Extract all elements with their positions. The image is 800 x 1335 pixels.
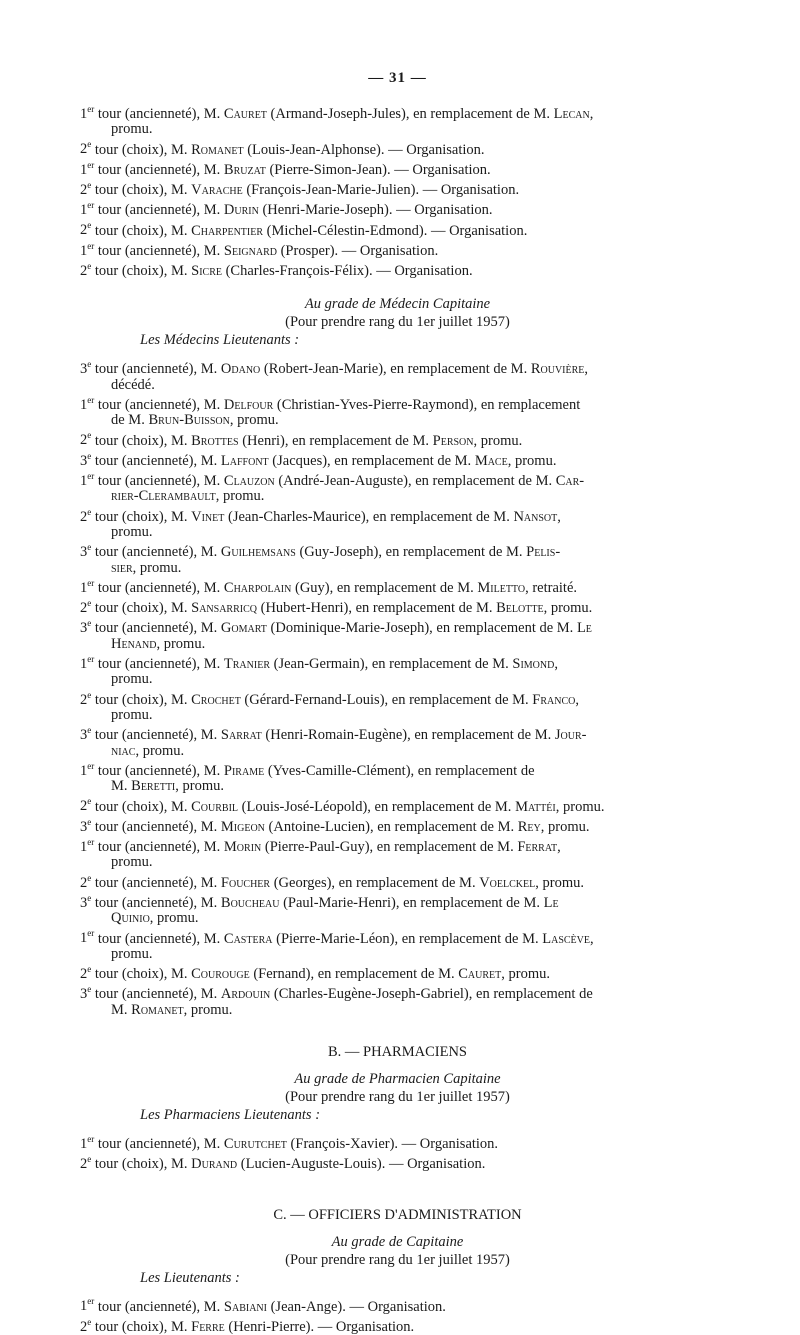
entry-details: (Jean-Charles-Maurice), en remplacement de M. (224, 508, 514, 525)
officer-name: Curutchet (223, 1135, 287, 1152)
promotion-entry (80, 1295, 715, 1315)
entry-continuation (80, 855, 715, 870)
entry-continuation (80, 378, 715, 393)
entry-text: tour (choix), M. (94, 508, 192, 525)
continuation-text: , promu. (156, 635, 206, 652)
promotion-entry (80, 596, 715, 616)
tour-ordinal: 3e (80, 450, 92, 469)
tour-ordinal: 1er (80, 928, 95, 947)
pharmacien-rang: (Pour prendre rang du 1er juillet 1957) (285, 1089, 510, 1106)
block-2 (80, 357, 715, 1018)
tour-ordinal: 1er (80, 200, 95, 219)
tour-ordinal: 2e (80, 261, 92, 279)
officer-name: Clauzon (223, 472, 275, 489)
officer-name: Charpolain (223, 579, 292, 596)
entry-details: (Louis-Jean-Alphonse). — Organisation. (243, 141, 485, 158)
continuation-text: promu. (111, 706, 153, 723)
entry-details: (Pierre-Paul-Guy), en remplacement de M. (261, 838, 518, 855)
replaced-officer-name: Voelckel (479, 874, 536, 891)
entry-suffix: , promu. (507, 452, 557, 469)
continuation-text: , promu. (175, 778, 224, 795)
officer-name: Foucher (220, 874, 271, 891)
promotion-entry (80, 469, 715, 505)
promotion-entry (80, 759, 715, 795)
entry-continuation (80, 525, 715, 540)
entry-details: (André-Jean-Auguste), en remplacement de M. (274, 472, 556, 489)
entry-suffix: , promu. (501, 966, 550, 983)
officer-name: Boucheau (220, 894, 280, 911)
entry-text: tour (ancienneté), M. (97, 472, 224, 489)
promotion-entry (80, 239, 715, 259)
entry-details: (Antoine-Lucien), en remplacement de M. (264, 818, 518, 835)
entry-text: tour (choix), M. (94, 600, 192, 617)
officer-name: Sicre (191, 262, 222, 279)
entry-text: tour (ancienneté), M. (97, 762, 224, 779)
entry-details: (Guy-Joseph), en remplacement de M. (295, 544, 527, 561)
entry-suffix: , (557, 838, 561, 855)
continuation-text: promu. (111, 121, 153, 138)
entry-suffix: , promu. (473, 432, 523, 449)
entry-text: tour (ancienneté), M. (94, 986, 221, 1003)
promotion-entry (80, 259, 715, 279)
block-1 (80, 102, 715, 279)
officer-name: Durand (191, 1156, 238, 1173)
officer-name: Romanet (191, 141, 244, 158)
promotion-entry (80, 688, 715, 724)
entry-text: tour (ancienneté), M. (94, 620, 221, 637)
entry-suffix: , (575, 691, 579, 708)
entry-suffix: , promu. (540, 818, 590, 835)
continuation-text: promu. (111, 671, 153, 688)
entry-suffix: , promu. (543, 600, 593, 617)
pharmacien-grade-heading: Au grade de Pharmacien Capitaine (294, 1071, 501, 1088)
entry-details: (Fernand), en remplacement de M. (249, 966, 459, 983)
tour-ordinal: 2e (80, 689, 92, 708)
entry-text: tour (ancienneté), M. (97, 396, 224, 413)
promotion-entry (80, 158, 715, 178)
entry-details: (François-Jean-Marie-Julien). — Organisation. (242, 181, 520, 198)
continuation-text: , promu. (135, 742, 185, 759)
entry-details: (Georges), en remplacement de M. (270, 874, 480, 891)
entry-continuation (80, 911, 715, 926)
entry-suffix: , promu. (535, 874, 584, 891)
officer-name: Laffont (220, 452, 269, 469)
promotion-entry (80, 982, 715, 1018)
entry-text: tour (choix), M. (94, 222, 192, 239)
tour-ordinal: 2e (80, 180, 92, 198)
entry-details: (Dominique-Marie-Joseph), en remplacement de M. (266, 620, 577, 637)
promotion-entry (80, 219, 715, 239)
tour-ordinal: 2e (80, 430, 92, 449)
entry-text: tour (ancienneté), M. (94, 727, 221, 744)
entry-suffix: , promu. (555, 798, 605, 815)
continuation-prefix: de M. (111, 412, 149, 429)
officer-name: Brottes (191, 432, 239, 449)
entry-text: tour (choix), M. (94, 141, 192, 158)
medecin-rang: (Pour prendre rang du 1er juillet 1957) (285, 314, 510, 331)
continuation-name: Quinio (111, 910, 150, 927)
entry-details: (Paul-Marie-Henri), en remplacement de M. (279, 894, 544, 911)
promotion-entry (80, 540, 715, 576)
officer-name: Delfour (223, 396, 274, 413)
promotion-entry (80, 871, 715, 891)
entry-continuation (80, 947, 715, 962)
officer-name: Ardouin (220, 986, 271, 1003)
replaced-officer-name: Le (543, 894, 559, 911)
continuation-text: promu. (111, 523, 153, 540)
tour-ordinal: 3e (80, 542, 92, 561)
entry-text: tour (ancienneté), M. (94, 452, 221, 469)
entry-details: (Henri-Pierre). — Organisation. (224, 1318, 415, 1335)
continuation-name: Romanet (131, 1001, 184, 1018)
entry-suffix: , retraité. (525, 579, 578, 596)
promotion-entry (80, 429, 715, 449)
replaced-officer-name: Nansot (513, 508, 558, 525)
continuation-text: promu. (111, 854, 153, 871)
entry-text: tour (ancienneté), M. (97, 655, 224, 672)
replaced-officer-name: Pelis- (526, 544, 561, 561)
entry-continuation (80, 1003, 715, 1018)
entry-details: (Lucien-Auguste-Louis). — Organisation. (237, 1156, 486, 1173)
officer-name: Charpentier (191, 222, 264, 239)
tour-ordinal: 1er (80, 104, 95, 122)
promotion-entry (80, 102, 715, 138)
tour-ordinal: 1er (80, 159, 95, 178)
entry-continuation (80, 672, 715, 687)
entry-details: (Pierre-Marie-Léon), en remplacement de M. (272, 930, 543, 947)
tour-ordinal: 2e (80, 598, 92, 617)
entry-text: tour (ancienneté), M. (97, 242, 224, 259)
page-number: — 31 — (368, 70, 427, 86)
promotion-entry (80, 576, 715, 596)
entry-continuation (80, 122, 715, 137)
replaced-officer-name: Rouvière (530, 361, 585, 378)
entry-text: tour (ancienneté), M. (97, 838, 224, 855)
administration-grade-heading: Au grade de Capitaine (331, 1233, 464, 1250)
continuation-text: décédé. (111, 376, 155, 393)
continuation-name: Beretti (131, 778, 176, 795)
promotion-entry (80, 927, 715, 963)
entry-text: tour (choix), M. (94, 966, 192, 983)
entry-text: tour (choix), M. (94, 1318, 192, 1335)
officer-name: Migeon (220, 818, 265, 835)
promotion-entry (80, 795, 715, 815)
promotion-entry (80, 652, 715, 688)
entry-continuation (80, 561, 715, 576)
officer-name: Guilhemsans (220, 544, 296, 561)
entry-text: tour (ancienneté), M. (94, 544, 221, 561)
tour-ordinal: 2e (80, 1316, 92, 1335)
tour-ordinal: 3e (80, 618, 92, 637)
continuation-text: , promu. (215, 488, 265, 505)
tour-ordinal: 1er (80, 1134, 95, 1152)
entry-details: (Pierre-Simon-Jean). — Organisation. (265, 161, 491, 178)
entry-continuation (80, 708, 715, 723)
promotion-entry (80, 505, 715, 541)
tour-ordinal: 1er (80, 760, 95, 779)
replaced-officer-name: Rey (517, 818, 541, 835)
block-administration (80, 1295, 715, 1335)
entry-details: (Louis-José-Léopold), en remplacement de M. (238, 798, 516, 815)
entry-text: tour (ancienneté), M. (97, 161, 224, 178)
promotion-entry (80, 815, 715, 835)
pharmacien-subheading: Les Pharmaciens Lieutenants : (140, 1107, 321, 1124)
promotion-entry (80, 891, 715, 927)
promotion-entry (80, 1132, 715, 1152)
continuation-name: Brun-Buisson (148, 412, 230, 429)
entry-suffix: , (589, 105, 594, 122)
promotion-entry (80, 393, 715, 429)
entry-continuation (80, 413, 715, 428)
replaced-officer-name: Person (432, 432, 474, 449)
entry-text: tour (ancienneté), M. (97, 202, 224, 219)
entry-details: (Charles-François-Félix). — Organisation. (221, 262, 473, 279)
promotion-entry (80, 616, 715, 652)
entry-details: (Armand-Joseph-Jules), en remplacement de M. (266, 105, 554, 122)
tour-ordinal: 2e (80, 139, 92, 158)
promotion-entry (80, 1315, 715, 1335)
entry-details: (Robert-Jean-Marie), en remplacement de M. (260, 361, 531, 378)
tour-ordinal: 3e (80, 725, 92, 744)
entry-details: (Jean-Germain), en remplacement de M. (270, 655, 513, 672)
entry-text: tour (choix), M. (94, 691, 192, 708)
promotion-entry (80, 357, 715, 393)
continuation-name: Henand (111, 635, 157, 652)
officer-name: Tranier (223, 655, 270, 672)
tour-ordinal: 2e (80, 506, 92, 525)
officer-name: Castera (223, 930, 273, 947)
replaced-officer-name: Lascève (542, 930, 590, 947)
replaced-officer-name: Mace (474, 452, 508, 469)
tour-ordinal: 1er (80, 240, 95, 259)
promotion-entry (80, 1152, 715, 1172)
replaced-officer-name: Simond (512, 655, 555, 672)
entry-text: tour (ancienneté), M. (97, 105, 224, 122)
block-pharmaciens (80, 1132, 715, 1172)
tour-ordinal: 2e (80, 872, 92, 891)
administration-subheading: Les Lieutenants : (140, 1269, 240, 1286)
entry-text: tour (ancienneté), M. (94, 874, 221, 891)
document-page (80, 0, 715, 1335)
continuation-text: , promu. (183, 1001, 233, 1018)
officer-name: Crochet (191, 691, 241, 708)
officer-name: Gomart (220, 620, 267, 637)
entry-details: (Yves-Camille-Clément), en remplacement de (264, 762, 535, 779)
promotion-entry (80, 449, 715, 469)
officer-name: Ferre (191, 1318, 225, 1335)
tour-ordinal: 3e (80, 359, 92, 378)
entry-details: (Jacques), en remplacement de M. (268, 452, 475, 469)
entry-details: (Jean-Ange). — Organisation. (266, 1298, 446, 1315)
entry-text: tour (ancienneté), M. (94, 818, 221, 835)
medecin-subheading: Les Médecins Lieutenants : (140, 332, 300, 349)
entry-text: tour (ancienneté), M. (97, 579, 224, 596)
promotion-entry (80, 138, 715, 158)
officer-name: Vinet (191, 508, 225, 525)
officer-name: Courbil (191, 798, 239, 815)
continuation-text: , promu. (229, 412, 279, 429)
replaced-officer-name: Miletto (477, 579, 526, 596)
entry-text: tour (choix), M. (94, 432, 192, 449)
continuation-text: , promu. (132, 559, 182, 576)
replaced-officer-name: Belotte (496, 600, 544, 617)
promotion-entry (80, 962, 715, 982)
continuation-name: sier (111, 559, 133, 576)
replaced-officer-name: Le (576, 620, 592, 637)
replaced-officer-name: Jour- (554, 727, 587, 744)
officer-name: Sansarricq (191, 600, 257, 617)
tour-ordinal: 2e (80, 964, 92, 983)
pharmaciens-title: B. — PHARMACIENS (328, 1044, 467, 1061)
entry-continuation (80, 744, 715, 759)
administration-title: C. — OFFICIERS D'ADMINISTRATION (273, 1206, 522, 1223)
tour-ordinal: 3e (80, 892, 92, 911)
entry-text: tour (ancienneté), M. (94, 894, 221, 911)
officer-name: Morin (223, 838, 262, 855)
replaced-officer-name: Ferrat (517, 838, 558, 855)
tour-ordinal: 1er (80, 654, 95, 672)
entry-text: tour (ancienneté), M. (97, 930, 224, 947)
officer-name: Varache (191, 181, 243, 198)
tour-ordinal: 2e (80, 220, 92, 239)
entry-suffix: , (589, 930, 594, 947)
entry-details: (Henri-Romain-Eugène), en remplacement de M. (261, 727, 555, 744)
promotion-entry (80, 723, 715, 759)
entry-text: tour (choix), M. (94, 262, 192, 279)
entry-text: tour (ancienneté), M. (94, 361, 221, 378)
entry-details: (Gérard-Fernand-Louis), en remplacement de M. (240, 691, 533, 708)
entry-text: tour (choix), M. (94, 181, 192, 198)
entry-suffix: , (557, 508, 561, 525)
officer-name: Seignard (223, 242, 277, 259)
replaced-officer-name: Franco (532, 691, 576, 708)
medecin-grade-heading: Au grade de Médecin Capitaine (304, 296, 491, 313)
tour-ordinal: 1er (80, 577, 95, 596)
entry-text: tour (ancienneté), M. (97, 1135, 224, 1152)
tour-ordinal: 1er (80, 394, 95, 413)
officer-name: Sabiani (223, 1298, 267, 1315)
entry-text: tour (choix), M. (94, 798, 192, 815)
entry-text: tour (choix), M. (94, 1156, 192, 1173)
promotion-entry (80, 198, 715, 218)
officer-name: Cauret (223, 105, 267, 122)
continuation-text: promu. (111, 945, 153, 962)
tour-ordinal: 2e (80, 1154, 92, 1173)
tour-ordinal: 1er (80, 837, 95, 855)
entry-details: (Guy), en remplacement de M. (291, 579, 478, 596)
entry-details: (Michel-Célestin-Edmond). — Organisation. (263, 222, 528, 239)
promotion-entry (80, 835, 715, 871)
tour-ordinal: 1er (80, 1296, 95, 1315)
promotion-entry (80, 178, 715, 198)
officer-name: Pirame (223, 762, 265, 779)
tour-ordinal: 3e (80, 984, 92, 1003)
replaced-officer-name: Cauret (458, 966, 502, 983)
entry-continuation (80, 637, 715, 652)
officer-name: Courouge (191, 966, 250, 983)
entry-continuation (80, 779, 715, 794)
replaced-officer-name: Car- (555, 472, 585, 489)
officer-name: Bruzat (223, 161, 266, 178)
entry-details: (Christian-Yves-Pierre-Raymond), en remplacement (273, 396, 581, 413)
officer-name: Durin (223, 202, 259, 219)
entry-continuation (80, 489, 715, 504)
replaced-officer-name: Mattéi (515, 798, 556, 815)
continuation-name: niac (111, 742, 136, 759)
tour-ordinal: 2e (80, 796, 92, 815)
tour-ordinal: 3e (80, 816, 92, 835)
entry-details: (Hubert-Henri), en remplacement de M. (256, 600, 497, 617)
entry-suffix: , (554, 655, 558, 672)
tour-ordinal: 1er (80, 471, 95, 489)
entry-details: (Charles-Eugène-Joseph-Gabriel), en remplacement de (270, 986, 593, 1003)
continuation-prefix: M. (111, 778, 132, 795)
entry-details: (François-Xavier). — Organisation. (286, 1135, 499, 1152)
continuation-prefix: M. (111, 1001, 132, 1018)
officer-name: Sarrat (220, 727, 262, 744)
officer-name: Odano (220, 361, 261, 378)
entry-details: (Prosper). — Organisation. (276, 242, 439, 259)
continuation-text: , promu. (149, 910, 199, 927)
entry-suffix: , (584, 361, 589, 378)
entry-details: (Henri-Marie-Joseph). — Organisation. (258, 202, 493, 219)
continuation-name: rier-Clerambault (111, 488, 216, 505)
administration-rang: (Pour prendre rang du 1er juillet 1957) (285, 1251, 510, 1268)
replaced-officer-name: Lecan (553, 105, 590, 122)
entry-details: (Henri), en remplacement de M. (238, 432, 433, 449)
entry-text: tour (ancienneté), M. (97, 1298, 224, 1315)
